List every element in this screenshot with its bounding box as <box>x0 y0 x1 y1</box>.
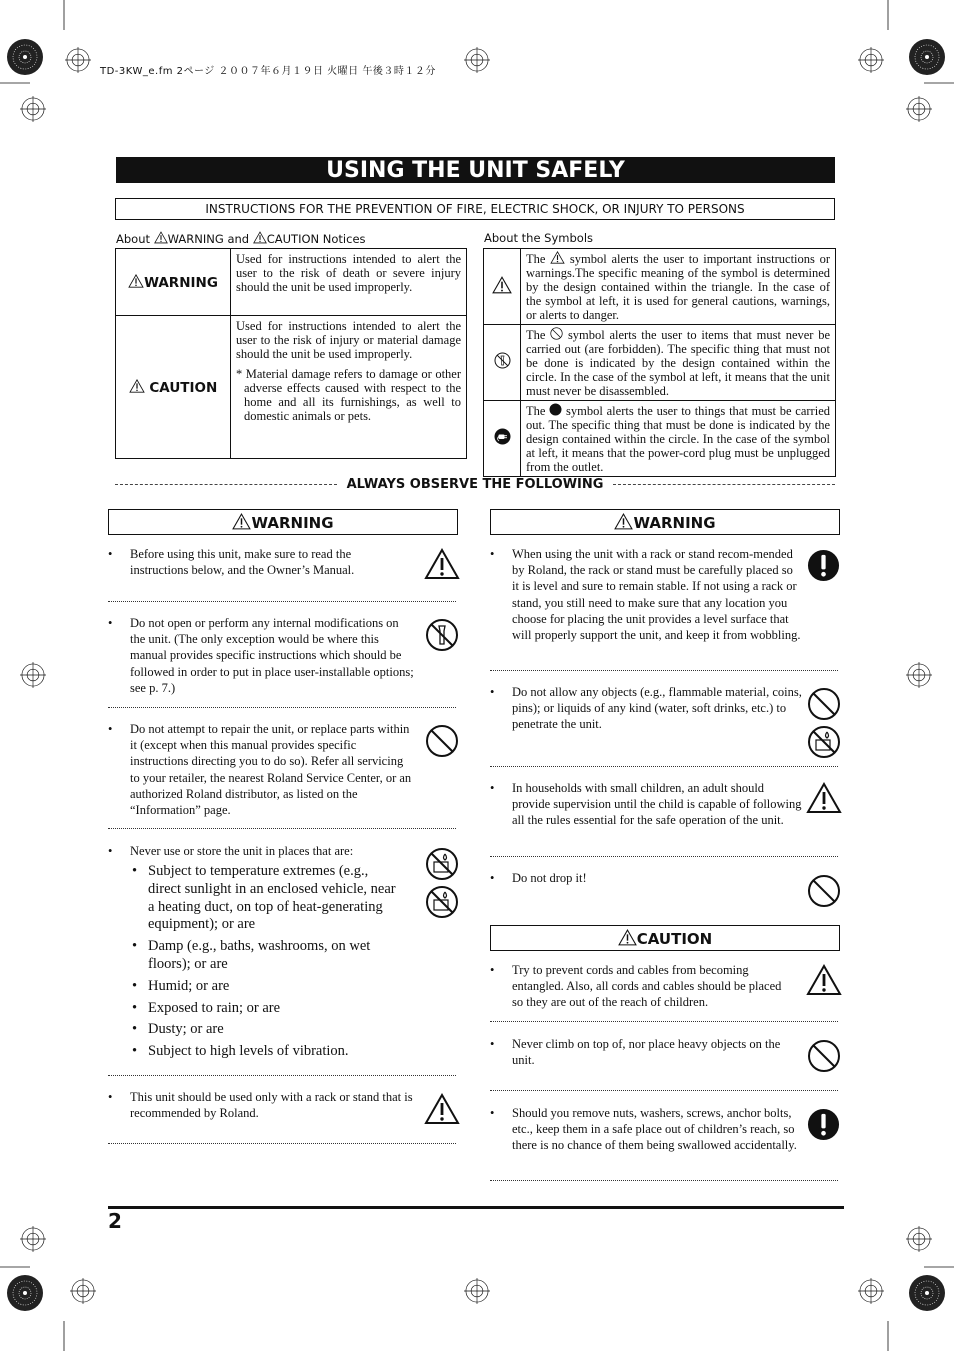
reg-mark <box>858 47 884 73</box>
caption-caution: CAUTION <box>266 232 320 246</box>
always-observe-divider <box>115 477 835 492</box>
symbol-pre: The <box>526 252 546 266</box>
item-text: When using the unit with a rack or stand recom-mended by Roland, the rack or stand must be carefully placed so it is level and sure to remain stable. If not using a rack or stand, you still need to make sure that any location you choose for placing the unit provides a level surface that will properly support the unit, and keep it from wobbling. <box>512 547 801 643</box>
bullet: • <box>490 1037 495 1051</box>
symbol-post: symbol alerts the user to items that must never be carried out (are forbidden). The specific thing that must not be done is indicated by the design contained within the circle. In the case of the symbol at left, it means that the unit must never be disassembled. <box>526 328 831 398</box>
caution-description: Used for instructions intended to alert the user to the risk of injury or material damage should the unit be used improperly. <box>236 319 461 361</box>
symbols-caption: About the Symbols <box>484 231 594 245</box>
item-text: Do not open or perform any internal modifications on the unit. (The only exception would be where this manual provides specific instructions which should be followed in order to put in place user-installable options; see p. 7.) <box>130 616 414 695</box>
item-text: Before using this unit, make sure to read the instructions below, and the Owner’s Manual. <box>130 547 355 578</box>
prohibited-icon <box>425 724 459 758</box>
crop-burst-bottom-right <box>909 1275 945 1311</box>
dotted-separator <box>490 670 838 671</box>
bullet: • <box>108 1090 113 1104</box>
dotted-separator <box>108 601 456 602</box>
bullet: • <box>490 963 495 977</box>
list-item <box>108 1089 460 1129</box>
sub-list-item <box>132 1021 404 1039</box>
alert-triangle-icon <box>492 276 512 294</box>
sub-item-text: Humid; or are <box>148 977 230 994</box>
symbol-post: symbol alerts the user to important instructions or warnings.The specific meaning of the symbol is determined by the design contained within the triangle. In the case of the symbol at left, it is used for general cautions, warnings, or alerts to danger. <box>526 252 831 322</box>
symbol-pre: The <box>526 404 546 418</box>
no-liquid-icon <box>807 725 841 759</box>
warning-triangle-icon <box>154 231 168 244</box>
crop-burst-bottom-left <box>7 1275 43 1311</box>
list-item <box>490 1036 840 1076</box>
prohibited-icon <box>807 1039 841 1073</box>
caption-warning: WARNING <box>167 232 224 246</box>
caution-label-cell <box>116 316 231 459</box>
bullet: • <box>490 685 495 699</box>
bullet: • <box>490 871 495 885</box>
dashed-rule <box>115 484 337 485</box>
item-text: Do not attempt to repair the unit, or replace parts within it (except when this manual provides specific instructions directing you to do so). Refer all servicing to your retailer, the nearest Roland Service Center, or an authorized Roland distributor, as listed on the “Information” page. <box>130 722 412 818</box>
reg-mark <box>70 1278 96 1304</box>
caution-label: CAUTION <box>149 379 218 396</box>
caution-header-label: CAUTION <box>636 930 713 948</box>
dotted-separator <box>490 1180 838 1181</box>
reg-mark <box>20 1226 46 1252</box>
warning-triangle-icon <box>128 274 144 288</box>
bullet: • <box>108 547 113 561</box>
triangle-icon <box>550 251 565 264</box>
sub-bullet: • <box>132 938 138 955</box>
bullet: • <box>108 844 113 858</box>
crop-burst-top-right <box>909 39 945 75</box>
symbol-cell <box>484 325 521 401</box>
item-text: Do not drop it! <box>512 871 587 885</box>
left-warning-label: WARNING <box>251 514 334 532</box>
do-not-disassemble-icon <box>494 352 511 369</box>
reg-mark <box>464 47 490 73</box>
reg-mark <box>20 662 46 688</box>
dotted-separator <box>108 1075 456 1076</box>
symbol-description <box>521 401 836 477</box>
caution-header <box>490 925 840 951</box>
dotted-separator <box>490 856 838 857</box>
warning-triangle-icon <box>424 1093 460 1125</box>
do-not-disassemble-icon <box>425 618 459 652</box>
reg-mark <box>906 1226 932 1252</box>
symbol-description <box>521 325 836 401</box>
warning-label-cell <box>116 249 231 316</box>
symbols-table <box>483 248 836 477</box>
sub-list-item <box>132 863 404 934</box>
caption-and: and <box>227 232 250 246</box>
bullet: • <box>490 1106 495 1120</box>
sub-bullet: • <box>132 863 138 879</box>
notices-caption <box>116 231 366 246</box>
caption-about: About <box>116 232 151 246</box>
prohibited-icon <box>807 687 841 721</box>
mandatory-dot-icon <box>549 403 562 416</box>
prohibited-icon <box>550 327 563 340</box>
symbol-cell <box>484 401 521 477</box>
prohibited-icon <box>807 874 841 908</box>
reg-mark <box>20 96 46 122</box>
reg-mark <box>464 1278 490 1304</box>
warning-triangle-icon <box>806 964 842 996</box>
dotted-separator <box>108 707 456 708</box>
symbol-post: symbol alerts the user to things that must be carried out. The specific thing that must be done is indicated by the design contained within the circle. In the case of the symbol at left, it means that the power-cord plug must be unplugged from the outlet. <box>526 404 830 474</box>
dotted-separator <box>108 1143 456 1144</box>
warning-triangle-icon <box>424 548 460 580</box>
dotted-separator <box>490 1021 838 1022</box>
item-text: Try to prevent cords and cables from becoming entangled. Also, all cords and cables should be placed so they are out of the reach of children. <box>512 963 782 1010</box>
bullet: • <box>490 781 495 795</box>
page-number: 2 <box>108 1209 122 1233</box>
warning-description: Used for instructions intended to alert the user to the risk of death or severe injury should the unit be used improperly. <box>231 249 467 316</box>
sub-list-item <box>132 938 404 974</box>
always-observe-heading: ALWAYS OBSERVE THE FOLLOWING <box>346 477 604 492</box>
symbol-description <box>521 249 836 325</box>
caution-triangle-icon <box>618 929 637 946</box>
sub-bullet: • <box>132 1021 138 1038</box>
caution-description-cell <box>231 316 467 459</box>
sub-item-text: Subject to temperature extremes (e.g., direct sunlight in an enclosed vehicle, near a heating duct, on top of heat-generating equipment); or are <box>148 863 396 933</box>
no-moisture-icon <box>425 847 459 881</box>
mandatory-action-icon <box>807 549 840 582</box>
right-warning-header <box>490 509 840 535</box>
item-text: Never climb on top of, nor place heavy objects on the unit. <box>512 1037 781 1068</box>
no-heat-icon <box>425 885 459 919</box>
warning-triangle-icon <box>232 513 251 530</box>
caution-note: * Material damage refers to damage or other adverse effects caused with respect to the home and all its furnishings, as well to domestic animals or pets. <box>236 367 461 423</box>
list-item <box>490 870 840 910</box>
sub-item-text: Damp (e.g., baths, washrooms, on wet floors); or are <box>148 938 371 972</box>
list-item <box>108 546 460 586</box>
sub-bullet: • <box>132 999 138 1016</box>
sub-list-item <box>132 1000 404 1018</box>
mandatory-action-icon <box>807 1108 840 1141</box>
caution-triangle-icon <box>253 231 267 244</box>
reg-mark <box>906 96 932 122</box>
reg-mark <box>65 47 91 73</box>
dotted-separator <box>490 1090 838 1091</box>
notices-table <box>115 248 467 459</box>
dashed-rule <box>613 484 835 485</box>
reg-mark <box>906 662 932 688</box>
bullet: • <box>490 547 495 561</box>
instructions-banner: INSTRUCTIONS FOR THE PREVENTION OF FIRE, ELECTRIC SHOCK, OR INJURY TO PERSONS <box>115 198 835 220</box>
sub-list <box>132 863 404 1065</box>
dotted-separator <box>108 828 456 829</box>
unplug-icon <box>494 428 511 445</box>
item-text: This unit should be used only with a rack or stand that is recommended by Roland. <box>130 1090 413 1121</box>
sub-item-text: Dusty; or are <box>148 1021 224 1038</box>
page-title: USING THE UNIT SAFELY <box>116 157 835 183</box>
caution-triangle-icon <box>129 379 145 393</box>
item-text: Do not allow any objects (e.g., flammable material, coins, pins); or liquids of any kind (water, soft drinks, etc.) to penetrate the unit. <box>512 685 802 732</box>
dotted-separator <box>490 766 838 767</box>
bullet: • <box>108 616 113 630</box>
reg-mark <box>858 1278 884 1304</box>
footer-rule <box>108 1206 844 1209</box>
left-warning-header <box>108 509 458 535</box>
sub-list-item <box>132 1043 404 1061</box>
warning-label: WARNING <box>144 274 218 291</box>
sub-bullet: • <box>132 1043 138 1060</box>
file-header: TD-3KW_e.fm 2ページ ２００７年６月１９日 火曜日 午後３時１２分 <box>100 66 436 77</box>
sub-list-item <box>132 978 404 996</box>
right-warning-label: WARNING <box>633 514 716 532</box>
sub-item-text: Subject to high levels of vibration. <box>148 1043 349 1060</box>
crop-burst-top-left <box>7 39 43 75</box>
sub-bullet: • <box>132 977 138 994</box>
caption-notices: Notices <box>322 232 366 246</box>
item-text: In households with small children, an adult should provide supervision until the child is capable of following all the rules essential for the safe operation of the unit. <box>512 781 802 828</box>
symbol-pre: The <box>526 328 546 342</box>
item-text: Should you remove nuts, washers, screws, anchor bolts, etc., keep them in a safe place out of children’s reach, so there is no chance of them being swallowed accidentally. <box>512 1106 797 1153</box>
warning-triangle-icon <box>614 513 633 530</box>
symbol-cell <box>484 249 521 325</box>
bullet: • <box>108 722 113 736</box>
sub-item-text: Exposed to rain; or are <box>148 999 281 1016</box>
item-text: Never use or store the unit in places that are: <box>130 844 354 858</box>
warning-triangle-icon <box>806 782 842 814</box>
